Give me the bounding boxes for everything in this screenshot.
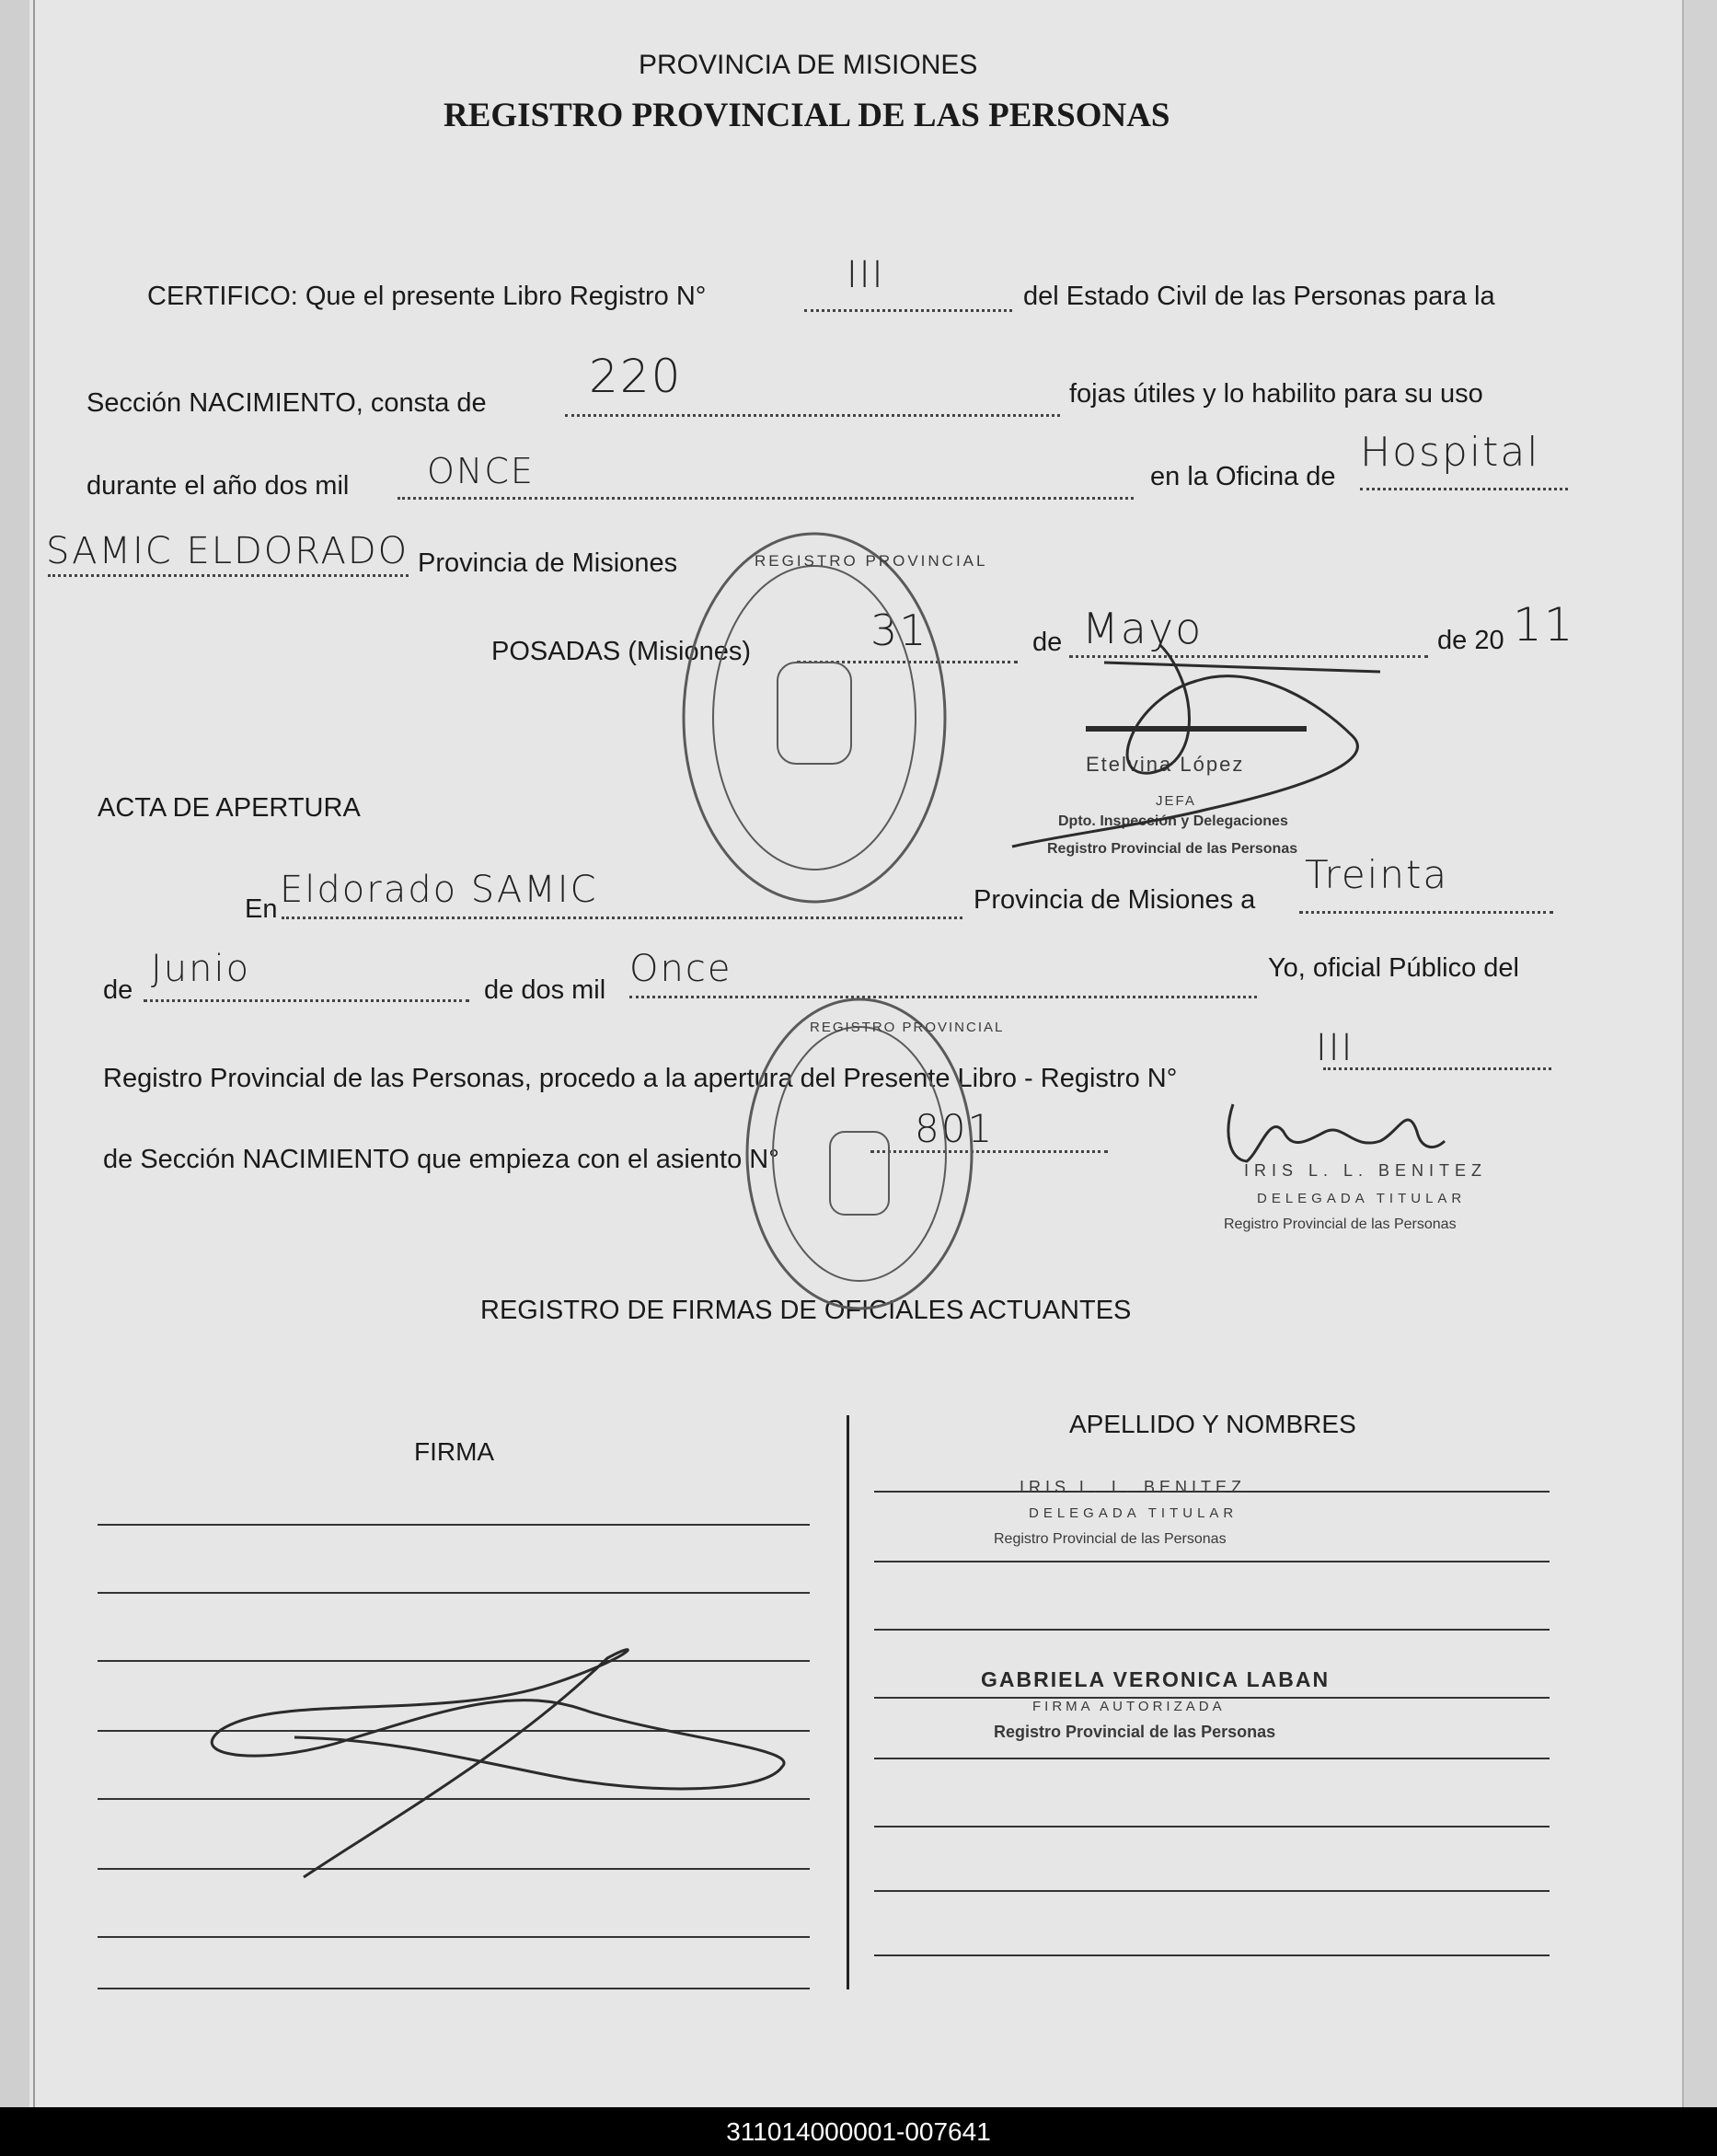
libro-number-handwritten: III bbox=[847, 254, 885, 296]
lower-signer-role: DELEGADA TITULAR bbox=[1257, 1191, 1467, 1206]
province-title: PROVINCIA DE MISIONES bbox=[639, 50, 978, 80]
lower-signer-name: IRIS L. L. BENITEZ bbox=[1244, 1161, 1488, 1180]
stamp1-name: IRIS L. L. BENITEZ bbox=[1020, 1478, 1247, 1496]
lower-signer-org: Registro Provincial de las Personas bbox=[1224, 1216, 1457, 1232]
upper-signer-org: Registro Provincial de las Personas bbox=[1047, 841, 1298, 857]
certifico-line2-prefix: Sección NACIMIENTO, consta de bbox=[86, 388, 487, 418]
stamp2-name: GABRIELA VERONICA LABAN bbox=[981, 1667, 1331, 1691]
upper-signer-role: JEFA bbox=[1156, 793, 1196, 809]
anio-handwritten: ONCE bbox=[427, 451, 535, 491]
certifico-line3-suffix: en la Oficina de bbox=[1150, 462, 1336, 491]
acta-anio-handwritten: Once bbox=[629, 948, 732, 990]
acta-provincia-label: Provincia de Misiones a bbox=[974, 885, 1256, 915]
seal1-text: REGISTRO PROVINCIAL bbox=[755, 552, 988, 570]
certifico-line1-prefix: CERTIFICO: Que el presente Libro Registro N° bbox=[147, 282, 707, 311]
acta-heading: ACTA DE APERTURA bbox=[98, 793, 361, 823]
stamp1-org: Registro Provincial de las Personas bbox=[994, 1531, 1227, 1547]
acta-asiento-handwritten: 801 bbox=[915, 1106, 995, 1151]
acta-mes-handwritten: Junio bbox=[151, 948, 251, 990]
de-label: de bbox=[1032, 628, 1063, 657]
upper-signer-dept: Dpto. Inspección y Delegaciones bbox=[1058, 813, 1288, 829]
dia-handwritten: 31 bbox=[870, 605, 928, 655]
acta-de-label: de bbox=[103, 975, 133, 1005]
lower-signature bbox=[1228, 1104, 1445, 1161]
de20-label: de 20 bbox=[1437, 626, 1504, 655]
acta-en-label: En bbox=[245, 894, 278, 924]
firma-table-signature bbox=[212, 1650, 784, 1877]
upper-signer-name: Etelvina López bbox=[1086, 753, 1245, 776]
posadas-label: POSADAS (Misiones) bbox=[491, 637, 752, 666]
fojas-handwritten: 220 bbox=[589, 350, 683, 403]
stamp2-org: Registro Provincial de las Personas bbox=[994, 1723, 1276, 1741]
anio-corto-handwritten: 11 bbox=[1513, 598, 1575, 651]
col-nombres-header: APELLIDO Y NOMBRES bbox=[1069, 1410, 1356, 1438]
acta-registro-handwritten: III bbox=[1316, 1027, 1354, 1069]
upper-signature bbox=[1012, 644, 1380, 847]
acta-line4: de Sección NACIMIENTO que empieza con el asiento N° bbox=[103, 1145, 779, 1174]
seal2-text: REGISTRO PROVINCIAL bbox=[810, 1020, 1005, 1035]
certifico-line4-suffix: Provincia de Misiones bbox=[418, 548, 678, 578]
stamp2-role: FIRMA AUTORIZADA bbox=[1032, 1699, 1226, 1714]
acta-yo-label: Yo, oficial Público del bbox=[1268, 953, 1519, 983]
mes-handwritten: Mayo bbox=[1082, 604, 1204, 653]
oficina-handwritten-2: SAMIC ELDORADO bbox=[46, 530, 409, 572]
lugar-handwritten: Eldorado SAMIC bbox=[280, 869, 598, 911]
oficina-handwritten-1: Hospital bbox=[1360, 429, 1540, 476]
document-code-footer: 311014000001-007641 bbox=[0, 2107, 1717, 2156]
acta-de-dos-mil-label: de dos mil bbox=[484, 975, 606, 1005]
certifico-line2-suffix: fojas útiles y lo habilito para su uso bbox=[1069, 379, 1483, 409]
lower-oval-seal bbox=[747, 999, 972, 1309]
registry-title: REGISTRO PROVINCIAL DE LAS PERSONAS bbox=[444, 97, 1170, 134]
certifico-line1-suffix: del Estado Civil de las Personas para la bbox=[1023, 282, 1495, 311]
firmas-heading: REGISTRO DE FIRMAS DE OFICIALES ACTUANTES bbox=[480, 1296, 1132, 1325]
stamp1-role: DELEGADA TITULAR bbox=[1029, 1505, 1239, 1521]
acta-dia-handwritten: Treinta bbox=[1305, 852, 1449, 897]
col-firma-header: FIRMA bbox=[414, 1437, 495, 1466]
acta-line3: Registro Provincial de las Personas, procedo a la apertura del Presente Libro - Registro N° bbox=[103, 1064, 1178, 1093]
upper-oval-seal bbox=[684, 534, 945, 902]
certifico-line3-prefix: durante el año dos mil bbox=[86, 471, 350, 501]
